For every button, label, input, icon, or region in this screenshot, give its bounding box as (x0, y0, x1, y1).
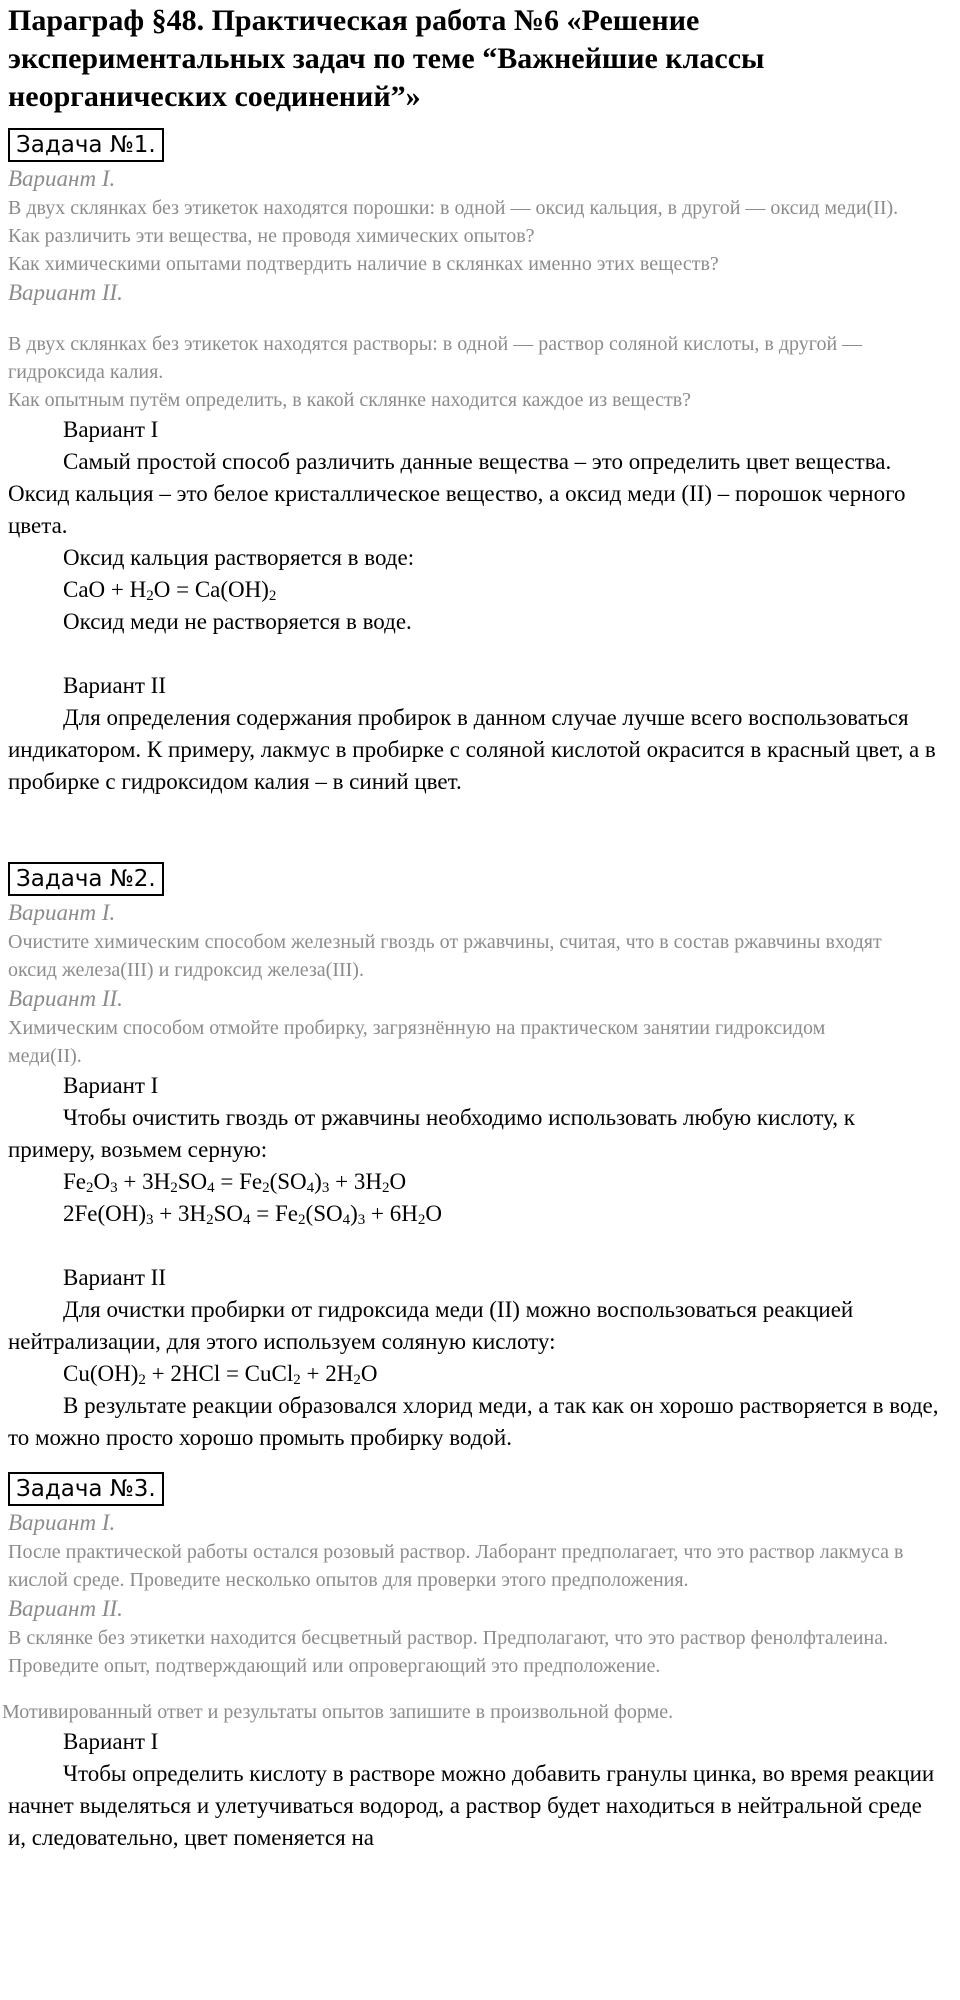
answer-paragraph: В результате реакции образовался хлорид меди, а так как он хорошо растворяется в воде, то можно просто хорошо промыть пробирку водой. (8, 1393, 939, 1450)
task-3-variant-2-label: Вариант II. (8, 1596, 123, 1621)
task-1-v1-line-3: Как химическими опытами подтвердить наличие в склянках именно этих веществ? (8, 253, 719, 275)
equation: $2Fe(OH)_3 + 3H_2SO_4 = Fe_2(SO_4)_3 + 6H_2O$ (63, 1201, 442, 1228)
task-2-variant-2-label: Вариант II. (8, 986, 123, 1011)
answer-paragraph: Для очистки пробирки от гидроксида меди (II) можно воспользоваться реакцией нейтрализации, для этого используем соляную кислоту: (8, 1297, 854, 1354)
task-2 (8, 862, 960, 1454)
page-title: Параграф §48. Практическая работа №6 «Решение экспериментальных задач по теме “Важнейшие классы неорганических соединений”» (8, 4, 765, 113)
answer-paragraph: Самый простой способ различить данные вещества – это определить цвет вещества. Оксид кальция – это белое кристаллическое вещество, а оксид меди (II) – порошок черного цвета. (8, 449, 906, 538)
task-3-note: Мотивированный ответ и результаты опытов запишите в произвольной форме. (2, 1701, 674, 1723)
task-1-answer (8, 414, 943, 798)
equation: $Cu(OH)_2 + 2HCl$ = CuCl$_2$ + $2H_2O$ (63, 1361, 378, 1388)
answer-paragraph: Оксид меди не растворяется в воде. (63, 609, 412, 634)
task-3-variant-1-label: Вариант I. (8, 1510, 116, 1535)
answer-paragraph: Для определения содержания пробирок в данном случае лучше всего воспользоваться индикатором. К примеру, лакмус в пробирке с соляной кислотой окрасится в красный цвет, а в пробирке с гидроксидом калия – в синий цвет. (8, 705, 936, 794)
task-1-v1-line-2: Как различить эти вещества, не проводя химических опытов? (8, 225, 535, 247)
answer-heading: Вариант I (63, 1073, 159, 1098)
task-2-variant-1-label: Вариант I. (8, 900, 116, 925)
task-1-variant-2-text (8, 330, 960, 414)
task-3 (2, 1472, 960, 1854)
equation: CaO + $H_2O = Ca(OH)_2$ (63, 577, 277, 604)
task-2-answer (8, 1070, 943, 1454)
task-3-answer (8, 1726, 943, 1854)
task-1-v2-line-2: Как опытным путём определить, в какой склянке находится каждое из веществ? (8, 389, 692, 411)
answer-heading: Вариант II (63, 1265, 166, 1290)
answer-paragraph: Оксид кальция растворяется в воде: (63, 545, 415, 570)
task-3-variant-2-text: В склянке без этикетки находится бесцветный раствор. Предполагают, что это раствор фенолфталеина. Проведите опыт, подтверждающий или опровергающий это предположение. (8, 1627, 889, 1677)
task-1 (8, 128, 960, 798)
answer-heading: Вариант I (63, 1729, 159, 1754)
task-1-variant-1-text (8, 194, 960, 278)
task-3-variant-1-text: После практической работы остался розовый раствор. Лаборант предполагает, что это раствор лакмуса в кислой среде. Проведите несколько опытов для проверки этого предположения. (8, 1541, 904, 1591)
task-2-variant-2-text: Химическим способом отмойте пробирку, загрязнённую на практическом занятии гидроксидом меди(II). (8, 1017, 826, 1067)
task-2-label: Задача №2. (8, 862, 164, 896)
task-1-label: Задача №1. (8, 128, 164, 162)
answer-heading: Вариант I (63, 417, 159, 442)
task-1-v1-line-1: В двух склянках без этикеток находятся порошки: в одной — оксид кальция, в другой — оксид меди(II). (8, 197, 899, 219)
task-3-label: Задача №3. (8, 1472, 164, 1506)
answer-paragraph: Чтобы определить кислоту в растворе можно добавить гранулы цинка, во время реакции начнет выделяться и улетучиваться водород, а раствор будет находиться в нейтральной среде и, следовательно, цвет поменяется на (8, 1761, 935, 1850)
task-1-variant-2-label: Вариант II. (8, 280, 123, 305)
equation: $Fe_2O_3 + 3H_2SO_4 = Fe_2(SO_4)_3 + 3H_2O$ (63, 1169, 407, 1196)
task-1-variant-1-label: Вариант I. (8, 166, 116, 191)
task-1-v2-line-1: В двух склянках без этикеток находятся растворы: в одной — раствор соляной кислоты, в другой — гидроксида калия. (8, 333, 863, 383)
task-2-variant-1-text: Очистите химическим способом железный гвоздь от ржавчины, считая, что в состав ржавчины входят оксид железа(III) и гидроксид железа(III). (8, 931, 882, 981)
answer-paragraph: Чтобы очистить гвоздь от ржавчины необходимо использовать любую кислоту, к примеру, возьмем серную: (8, 1105, 855, 1162)
answer-heading: Вариант II (63, 673, 166, 698)
